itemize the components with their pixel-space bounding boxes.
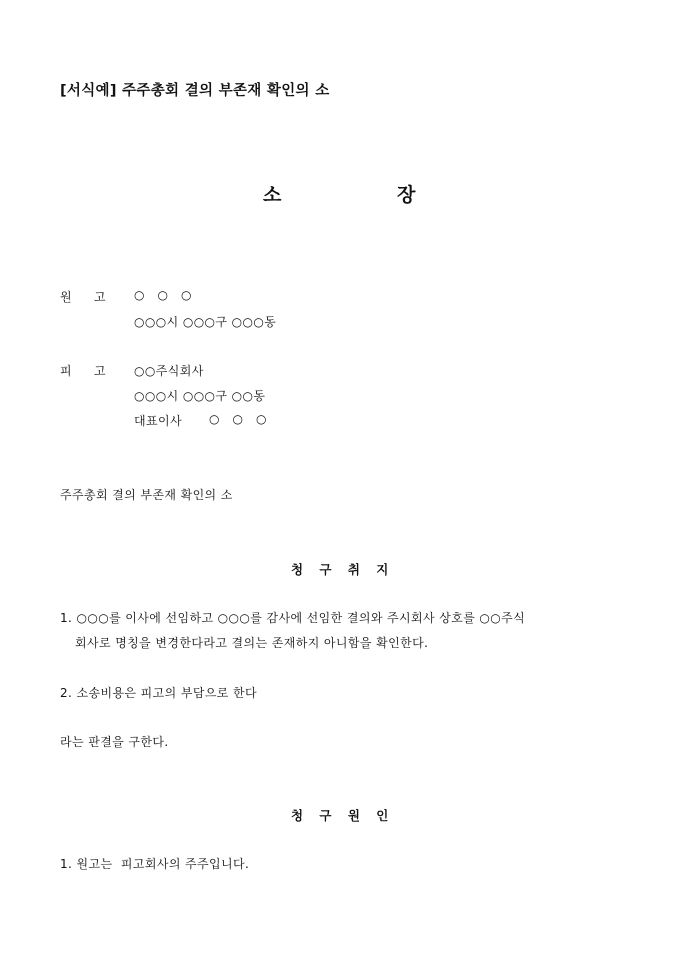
defendant-representative-label: 대표이사 bbox=[134, 414, 182, 428]
defendant-label-first: 피 bbox=[60, 364, 72, 378]
defendant-address: ○○○시 ○○○구 ○○동 bbox=[134, 389, 266, 403]
claim-purpose-item1-line2: 회사로 명칭을 변경한다라고 결의는 존재하지 아니함을 확인한다. bbox=[75, 636, 429, 650]
plaintiff-label-second: 고 bbox=[94, 290, 106, 304]
defendant-representative-name: ○ ○ ○ bbox=[209, 412, 267, 426]
plaintiff-name: ○ ○ ○ bbox=[134, 288, 192, 302]
claim-purpose-title: 청 구 취 지 bbox=[291, 562, 390, 577]
claim-purpose-item2: 2. 소송비용은 피고의 부담으로 한다 bbox=[60, 686, 257, 700]
claim-purpose-closing: 라는 판결을 구한다. bbox=[60, 735, 169, 749]
case-name: 주주총회 결의 부존재 확인의 소 bbox=[60, 488, 233, 502]
form-title: [서식예] 주주총회 결의 부존재 확인의 소 bbox=[60, 83, 330, 99]
defendant-name: ○○주식회사 bbox=[134, 364, 204, 378]
doc-title-right: 장 bbox=[397, 184, 416, 206]
plaintiff-address: ○○○시 ○○○구 ○○○동 bbox=[134, 315, 277, 329]
plaintiff-label-first: 원 bbox=[60, 290, 72, 304]
claim-cause-item1: 1. 원고는 피고회사의 주주입니다. bbox=[60, 857, 250, 871]
claim-cause-title: 청 구 원 인 bbox=[291, 808, 390, 823]
claim-purpose-item1-line1: 1. ○○○를 이사에 선임하고 ○○○를 감사에 선임한 결의와 주시회사 상호를 ○○주식 bbox=[60, 611, 526, 625]
doc-title-left: 소 bbox=[263, 184, 282, 206]
defendant-label-second: 고 bbox=[94, 364, 106, 378]
